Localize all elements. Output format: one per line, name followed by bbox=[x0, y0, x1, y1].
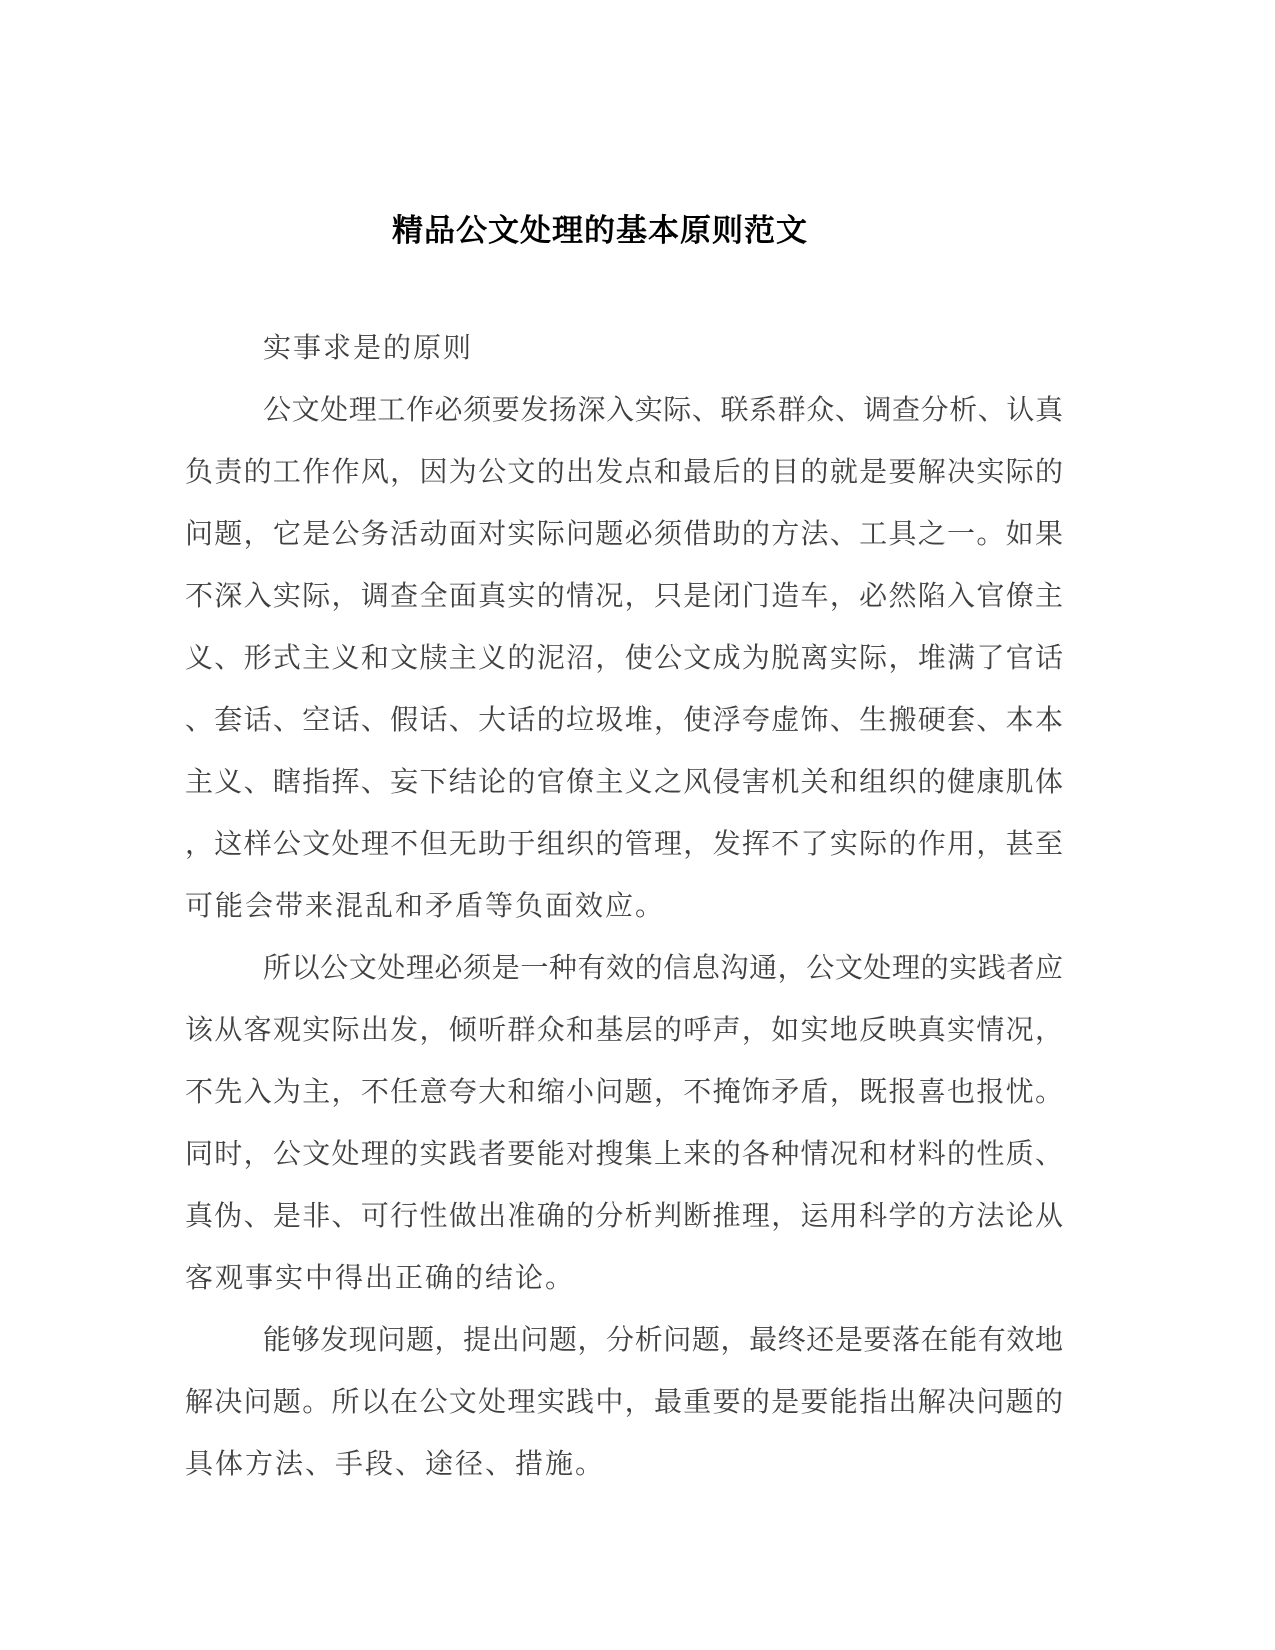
text-line: 实事求是的原则 bbox=[263, 333, 474, 364]
text-line: 、套话、空话、假话、大话的垃圾堆，使浮夸虚饰、生搬硬套、本本 bbox=[185, 705, 1063, 736]
text-line: 能够发现问题，提出问题，分析问题，最终还是要落在能有效地 bbox=[263, 1325, 1063, 1356]
text-line: 不深入实际，调查全面真实的情况，只是闭门造车，必然陷入官僚主 bbox=[185, 581, 1063, 612]
text-line: 主义、瞎指挥、妄下结论的官僚主义之风侵害机关和组织的健康肌体 bbox=[185, 767, 1063, 798]
text-line: 具体方法、手段、途径、措施。 bbox=[185, 1449, 606, 1480]
text-line: 该从客观实际出发，倾听群众和基层的呼声，如实地反映真实情况， bbox=[185, 1015, 1063, 1046]
text-line: 真伪、是非、可行性做出准确的分析判断推理，运用科学的方法论从 bbox=[185, 1201, 1063, 1232]
text-line: 公文处理工作必须要发扬深入实际、联系群众、调查分析、认真 bbox=[263, 395, 1063, 426]
text-line: 可能会带来混乱和矛盾等负面效应。 bbox=[185, 891, 666, 922]
text-line: 解决问题。所以在公文处理实践中，最重要的是要能指出解决问题的 bbox=[185, 1387, 1063, 1418]
text-line: 义、形式主义和文牍主义的泥沼，使公文成为脱离实际，堆满了官话 bbox=[185, 643, 1063, 674]
text-line: ，这样公文处理不但无助于组织的管理，发挥不了实际的作用，甚至 bbox=[185, 829, 1063, 860]
document-title: 精品公文处理的基本原则范文 bbox=[392, 213, 808, 248]
text-line: 负责的工作作风，因为公文的出发点和最后的目的就是要解决实际的 bbox=[185, 457, 1063, 488]
text-line: 问题，它是公务活动面对实际问题必须借助的方法、工具之一。如果 bbox=[185, 519, 1063, 550]
document-body bbox=[185, 318, 1063, 1496]
text-line: 同时，公文处理的实践者要能对搜集上来的各种情况和材料的性质、 bbox=[185, 1139, 1063, 1170]
text-line: 客观事实中得出正确的结论。 bbox=[185, 1263, 576, 1294]
text-line: 所以公文处理必须是一种有效的信息沟通，公文处理的实践者应 bbox=[263, 953, 1063, 984]
text-line: 不先入为主，不任意夸大和缩小问题，不掩饰矛盾，既报喜也报忧。 bbox=[185, 1077, 1063, 1108]
